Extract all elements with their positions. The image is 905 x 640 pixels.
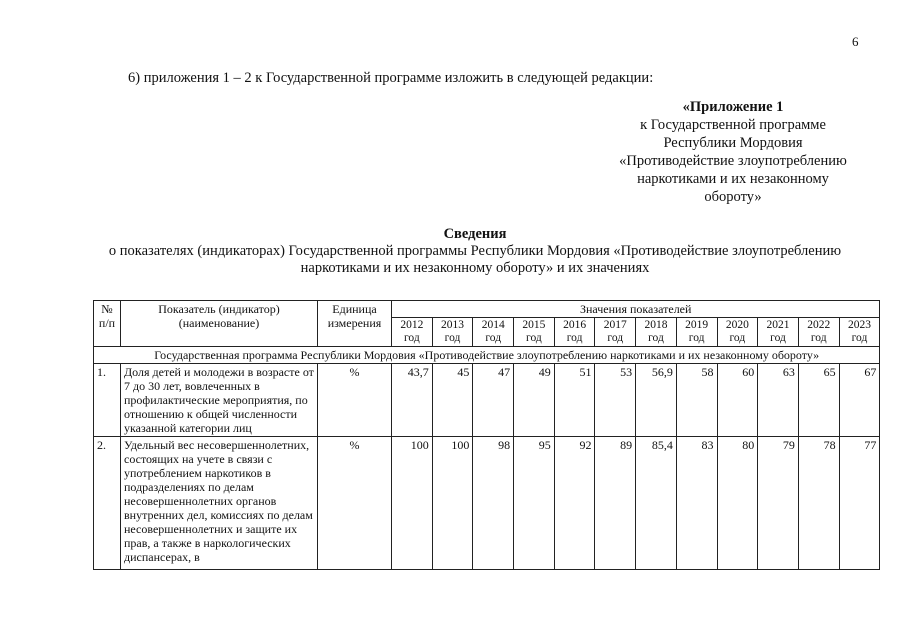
appendix-line: «Противодействие злоупотреблению — [619, 153, 847, 169]
indicator-name: Удельный вес несовершеннолетних, состоящих на учете в связи с употреблением наркотиков в подразделениях по делам несовершеннолетних органов внутренних дел, комиссиях по делам несовершеннолетних и защите их прав, а также в наркологических диспансерах, в — [121, 437, 318, 570]
unit-cell: % — [318, 364, 392, 437]
header-values: Значения показателей — [392, 301, 880, 318]
year-suffix: год — [607, 332, 624, 344]
value-cell: 67 — [839, 364, 880, 437]
year-suffix: год — [526, 332, 542, 344]
header-indicator: Показатель (индикатор) (наименование) — [121, 301, 318, 347]
row-number: 2. — [94, 437, 121, 570]
year-label: 2015 — [522, 319, 546, 331]
year-suffix: год — [770, 332, 786, 344]
value-cell: 53 — [595, 364, 636, 437]
value-cell: 49 — [514, 364, 555, 437]
year-suffix: год — [403, 332, 420, 344]
year-header — [717, 318, 758, 347]
value-cell: 78 — [798, 437, 839, 570]
table-row — [94, 364, 880, 437]
year-header — [514, 318, 555, 347]
header-unit: Единица измерения — [318, 301, 392, 347]
value-cell: 100 — [392, 437, 433, 570]
heading-subtitle-line: наркотиками и их незаконному обороту» и их значениях — [300, 260, 650, 276]
value-cell: 80 — [717, 437, 758, 570]
intro-text: 6) приложения 1 – 2 к Государственной программе изложить в следующей редакции: — [128, 70, 654, 86]
year-label: 2013 — [441, 319, 465, 331]
indicator-name: Доля детей и молодежи в возрасте от 7 до 30 лет, вовлеченных в профилактические мероприятия, по отношению к общей численности указанной категории лиц — [121, 364, 318, 437]
value-cell: 83 — [676, 437, 717, 570]
year-header — [839, 318, 880, 347]
appendix-title: «Приложение 1 — [682, 99, 784, 115]
page-number: 6 — [852, 34, 859, 49]
appendix-line: наркотиками и их незаконному — [637, 171, 829, 187]
year-header — [473, 318, 514, 347]
value-cell: 65 — [798, 364, 839, 437]
row-number: 1. — [94, 364, 121, 437]
document-heading — [60, 226, 890, 277]
value-cell: 92 — [554, 437, 595, 570]
value-cell: 60 — [717, 364, 758, 437]
value-cell: 98 — [473, 437, 514, 570]
unit-cell: % — [318, 437, 392, 570]
value-cell: 85,4 — [636, 437, 677, 570]
year-header — [392, 318, 433, 347]
heading-subtitle-line: о показателях (индикаторах) Государственной программы Республики Мордовия «Противодействие злоупотреблению — [108, 243, 842, 259]
program-row — [94, 347, 880, 364]
appendix-block — [598, 98, 868, 206]
year-label: 2019 — [685, 319, 709, 331]
appendix-line: Республики Мордовия — [663, 135, 803, 151]
year-header — [595, 318, 636, 347]
year-label: 2022 — [807, 319, 831, 331]
year-suffix: год — [444, 332, 461, 344]
value-cell: 51 — [554, 364, 595, 437]
value-cell: 56,9 — [636, 364, 677, 437]
program-title: Государственная программа Республики Мордовия «Противодействие злоупотреблению наркотиками и их незаконному обороту» — [94, 347, 880, 364]
value-cell: 89 — [595, 437, 636, 570]
heading-title: Сведения — [443, 226, 507, 242]
year-label: 2017 — [603, 319, 627, 331]
value-cell: 100 — [432, 437, 473, 570]
year-header — [636, 318, 677, 347]
value-cell: 45 — [432, 364, 473, 437]
year-suffix: год — [566, 332, 583, 344]
year-label: 2016 — [563, 319, 587, 331]
year-header — [758, 318, 799, 347]
value-cell: 58 — [676, 364, 717, 437]
year-label: 2021 — [766, 319, 790, 331]
year-header — [432, 318, 473, 347]
year-label: 2014 — [481, 319, 505, 331]
value-cell: 77 — [839, 437, 880, 570]
value-cell: 63 — [758, 364, 799, 437]
year-suffix: год — [851, 332, 868, 344]
header-num: № п/п — [94, 301, 121, 347]
year-header — [554, 318, 595, 347]
value-cell: 47 — [473, 364, 514, 437]
value-cell: 43,7 — [392, 364, 433, 437]
year-label: 2012 — [400, 319, 424, 331]
year-header — [798, 318, 839, 347]
year-label: 2020 — [725, 319, 749, 331]
year-suffix: год — [729, 332, 746, 344]
year-label: 2023 — [847, 319, 871, 331]
indicators-table — [93, 300, 880, 570]
year-header — [676, 318, 717, 347]
year-suffix: год — [810, 332, 827, 344]
year-label: 2018 — [644, 319, 668, 331]
year-suffix: год — [648, 332, 664, 344]
table-row — [94, 437, 880, 570]
year-suffix: год — [688, 332, 705, 344]
value-cell: 95 — [514, 437, 555, 570]
year-suffix: год — [485, 332, 502, 344]
value-cell: 79 — [758, 437, 799, 570]
appendix-line: обороту» — [704, 189, 762, 205]
appendix-line: к Государственной программе — [640, 117, 826, 133]
